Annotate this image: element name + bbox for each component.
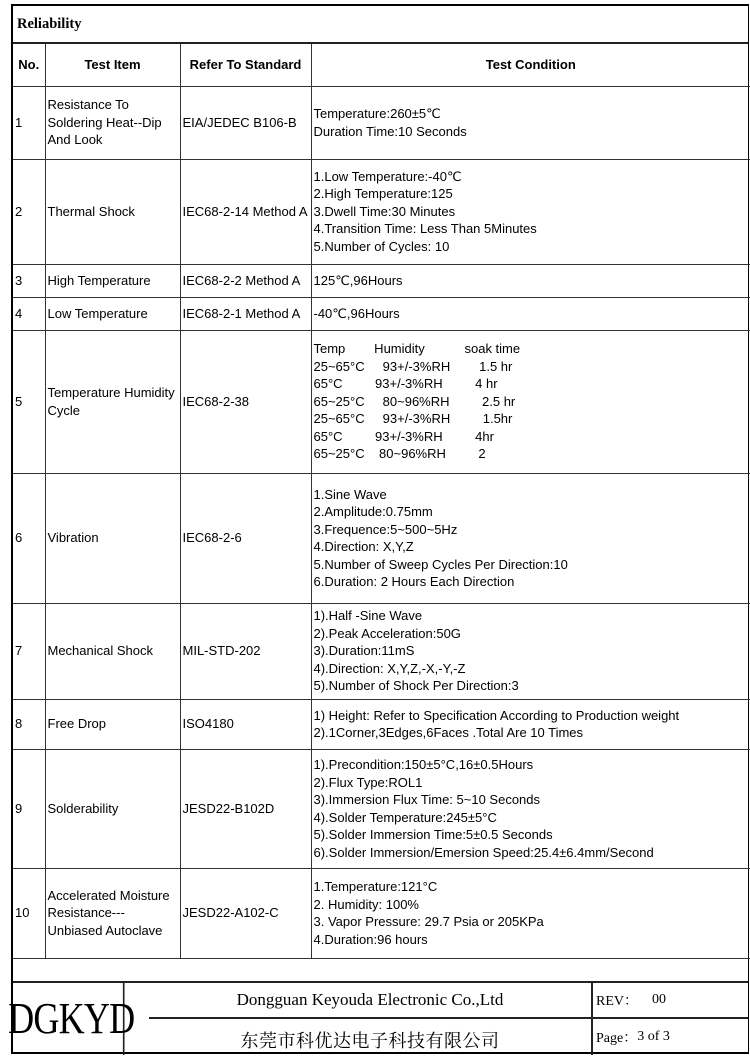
header-test-item: Test Item — [45, 44, 180, 86]
cell-standard: IEC68-2-2 Method A — [180, 264, 311, 297]
condition-line: 1.Temperature:121°C — [313, 879, 438, 894]
condition-line: 1).Precondition:150±5°C,16±0.5Hours — [313, 757, 534, 772]
condition-line: 2).Flux Type:ROL1 — [313, 774, 423, 790]
cell-test-condition — [311, 868, 750, 958]
cell-no: 9 — [13, 749, 45, 868]
header-test-condition: Test Condition — [311, 44, 750, 86]
table-row — [13, 297, 750, 330]
condition-line: Temp Humidity soak time — [313, 341, 521, 357]
cell-test-item: Free Drop — [45, 699, 180, 749]
cell-standard: EIA/JEDEC B106-B — [180, 86, 311, 159]
condition-line: -40℃,96Hours — [313, 305, 400, 321]
cell-test-item: Mechanical Shock — [45, 603, 180, 699]
cell-no: 10 — [13, 868, 45, 958]
condition-line: 2).1Corner,3Edges,6Faces .Total Are 10 Times — [313, 725, 584, 740]
cell-standard: IEC68-2-38 — [180, 330, 311, 473]
condition-line: 1.Sine Wave — [313, 486, 387, 502]
cell-standard: JESD22-B102D — [180, 749, 311, 868]
cell-no: 4 — [13, 297, 45, 330]
condition-line: 3.Frequence:5~500~5Hz — [313, 521, 458, 537]
cell-test-item: Thermal Shock — [45, 159, 180, 264]
condition-line: 3. Vapor Pressure: 29.7 Psia or 205KPa — [313, 914, 544, 929]
reliability-test-table — [13, 44, 750, 959]
condition-line: Temperature:260±5℃ — [313, 106, 441, 121]
cell-test-item: Vibration — [45, 473, 180, 603]
cell-test-item: Temperature Humidity Cycle — [45, 330, 180, 473]
condition-line: 65°C 93+/-3%RH 4 hr — [313, 376, 498, 392]
condition-line: 2. Humidity: 100% — [313, 896, 419, 912]
company-name-block — [149, 983, 593, 1055]
header-standard: Refer To Standard — [180, 44, 311, 86]
cell-test-item: Low Temperature — [45, 297, 180, 330]
cell-test-item: Solderability — [45, 749, 180, 868]
condition-line: 65~25°C 80~96%RH 2.5 hr — [313, 393, 516, 409]
condition-line: 3).Immersion Flux Time: 5~10 Seconds — [313, 792, 541, 807]
revision-label: REV： — [596, 993, 638, 1009]
revision-field — [593, 983, 748, 1019]
condition-line: 6.Duration: 2 Hours Each Direction — [313, 574, 515, 589]
cell-no: 8 — [13, 699, 45, 749]
condition-line: 1).Half -Sine Wave — [313, 608, 423, 624]
table-row — [13, 330, 750, 473]
cell-standard: IEC68-2-1 Method A — [180, 297, 311, 330]
condition-line: 5.Number of Cycles: 10 — [313, 238, 450, 254]
cell-standard: ISO4180 — [180, 699, 311, 749]
condition-line: 125℃,96Hours — [313, 272, 403, 288]
table-row — [13, 264, 750, 297]
revision-block — [593, 983, 748, 1055]
condition-line: 2).Peak Acceleration:50G — [313, 625, 461, 641]
cell-no: 2 — [13, 159, 45, 264]
condition-line: 65~25°C 80~96%RH 2 — [313, 446, 486, 462]
table-row — [13, 699, 750, 749]
cell-test-condition — [311, 297, 750, 330]
cell-standard: JESD22-A102-C — [180, 868, 311, 958]
cell-standard: IEC68-2-14 Method A — [180, 159, 311, 264]
cell-test-condition — [311, 749, 750, 868]
condition-line: 3.Dwell Time:30 Minutes — [313, 203, 456, 219]
condition-line: 2.High Temperature:125 — [313, 186, 453, 202]
table-row — [13, 86, 750, 159]
cell-no: 1 — [13, 86, 45, 159]
condition-line: 5).Number of Shock Per Direction:3 — [313, 678, 519, 694]
table-row — [13, 868, 750, 958]
condition-line: 4.Duration:96 hours — [313, 931, 428, 947]
cell-test-condition — [311, 330, 750, 473]
condition-line: 25~65°C 93+/-3%RH 1.5hr — [313, 411, 513, 427]
condition-line: 65°C 93+/-3%RH 4hr — [313, 428, 494, 444]
table-header-row — [13, 44, 750, 86]
cell-test-condition — [311, 86, 750, 159]
cell-no: 3 — [13, 264, 45, 297]
company-name-english: Dongguan Keyouda Electronic Co.,Ltd — [149, 983, 591, 1019]
cell-standard: MIL-STD-202 — [180, 603, 311, 699]
company-logo: DGKYD — [13, 983, 125, 1055]
page-number-field — [593, 1019, 748, 1055]
condition-line: Duration Time:10 Seconds — [313, 123, 467, 139]
condition-line: 4).Direction: X,Y,Z,-X,-Y,-Z — [313, 660, 466, 676]
condition-line: 5).Solder Immersion Time:5±0.5 Seconds — [313, 827, 553, 842]
cell-standard: IEC68-2-6 — [180, 473, 311, 603]
condition-line: 25~65°C 93+/-3%RH 1.5 hr — [313, 358, 513, 374]
company-name-chinese: 东莞市科优达电子科技有限公司 — [240, 1030, 500, 1051]
cell-test-condition — [311, 264, 750, 297]
title-block-footer — [8, 983, 748, 1055]
table-row — [13, 603, 750, 699]
cell-test-condition — [311, 603, 750, 699]
cell-test-item: Accelerated Moisture Resistance---Unbiased Autoclave — [45, 868, 180, 958]
cell-test-condition — [311, 159, 750, 264]
cell-test-condition — [311, 699, 750, 749]
condition-line: 4).Solder Temperature:245±5°C — [313, 809, 497, 825]
condition-line: 2.Amplitude:0.75mm — [313, 504, 433, 519]
cell-no: 5 — [13, 330, 45, 473]
table-row — [13, 473, 750, 603]
condition-line: 6).Solder Immersion/Emersion Speed:25.4±6.4mm/Second — [313, 844, 654, 860]
cell-no: 6 — [13, 473, 45, 603]
cell-test-item: Resistance To Soldering Heat--Dip And Look — [45, 86, 180, 159]
condition-line: 4.Transition Time: Less Than 5Minutes — [313, 221, 537, 237]
condition-line: 1) Height: Refer to Specification According to Production weight — [313, 707, 680, 723]
reliability-document-page — [8, 4, 749, 1054]
table-row — [13, 159, 750, 264]
blank-spacer-row — [13, 959, 748, 983]
table-row — [13, 749, 750, 868]
condition-line: 1.Low Temperature:-40℃ — [313, 168, 462, 184]
cell-test-condition — [311, 473, 750, 603]
revision-value: 00 — [652, 991, 666, 1007]
condition-line: 4.Direction: X,Y,Z — [313, 539, 414, 554]
condition-line: 5.Number of Sweep Cycles Per Direction:10 — [313, 556, 568, 572]
page-value: 3 of 3 — [637, 1028, 670, 1044]
condition-line: 3).Duration:11mS — [313, 643, 415, 659]
page-label: Page： — [596, 1030, 638, 1046]
section-title: Reliability — [13, 6, 748, 44]
header-no: No. — [13, 44, 45, 86]
cell-test-item: High Temperature — [45, 264, 180, 297]
cell-no: 7 — [13, 603, 45, 699]
